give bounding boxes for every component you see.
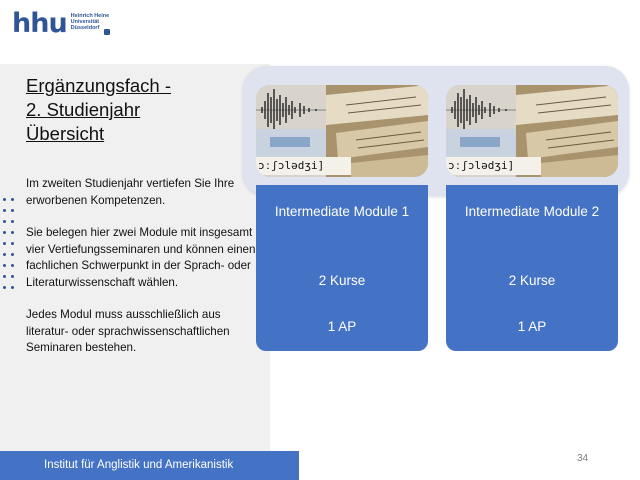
title-line-3: Übersicht xyxy=(26,123,105,144)
logo-dot xyxy=(104,29,110,35)
module-2-courses: 2 Kurse xyxy=(508,273,556,288)
module-card-2 xyxy=(446,185,618,351)
page-number: 34 xyxy=(577,453,589,464)
logo-line-2: Universität xyxy=(70,19,100,25)
module-1-courses: 2 Kurse xyxy=(318,273,366,288)
module-2-name: Intermediate Module 2 xyxy=(464,204,600,219)
logo-line-3: Düsseldorf xyxy=(70,25,100,31)
module-card-1 xyxy=(256,185,428,351)
paragraph-2: Sie belegen hier zwei Module mit insgesamt vier Vertiefungsseminaren und können einen fachlichen Schwerpunkt in der Sprach- oder Literaturwissenschaft wählen. xyxy=(26,226,256,289)
slide-title xyxy=(26,74,171,146)
title-line-1: Ergänzungsfach - xyxy=(26,75,172,96)
hhu-logo xyxy=(12,10,109,38)
body-text xyxy=(26,176,261,373)
module-1-ap: 1 AP xyxy=(327,319,357,334)
module-1-phonetic: ɔːʃɔlədʒi] xyxy=(258,159,325,172)
module-1-image xyxy=(256,85,428,177)
module-2-ap: 1 AP xyxy=(517,319,547,334)
footer-institute: Institut für Anglistik und Amerikanistik xyxy=(0,451,299,480)
module-2-phonetic: ɔːʃɔlədʒi] xyxy=(448,159,515,172)
logo-mark: hhu xyxy=(12,8,67,39)
module-2-image xyxy=(446,85,618,177)
module-1-name: Intermediate Module 1 xyxy=(274,204,410,219)
title-line-2: 2. Studienjahr xyxy=(26,99,141,120)
paragraph-1: Im zweiten Studienjahr vertiefen Sie Ihre erworbenen Kompetenzen. xyxy=(26,177,235,207)
paragraph-3: Jedes Modul muss ausschließlich aus literatur- oder sprachwissenschaftlichen Seminaren bestehen. xyxy=(26,308,230,354)
logo-line-1: Heinrich Heine xyxy=(70,13,110,19)
